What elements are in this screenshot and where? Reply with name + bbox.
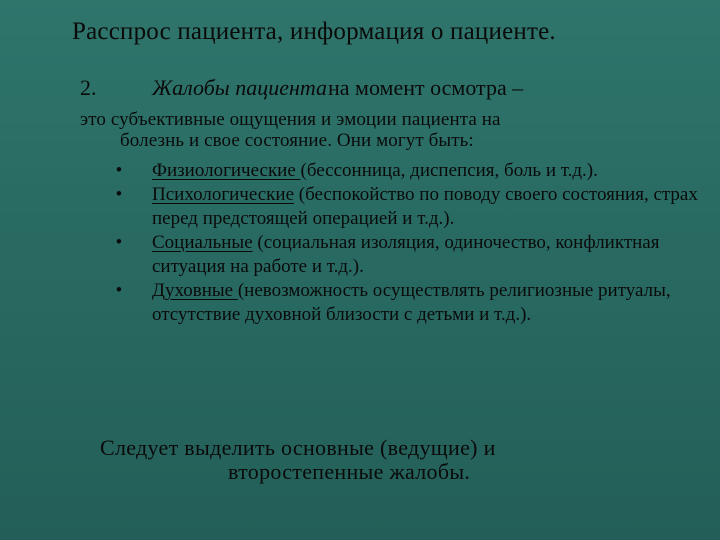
intro-line: это субъективные ощущения и эмоции пациента на (80, 109, 501, 130)
complaint-types-list (112, 159, 702, 327)
bullet-text: (беспокойство по поводу своего состояния, страх перед предстоящей операцией и т.д.). (152, 184, 698, 229)
bullet-text: (социальная изоляция, одиночество, конфликтная ситуация на работе и т.д.). (152, 232, 660, 277)
bullet-icon: • (115, 184, 123, 205)
conclusion-line: Следует выделить основные (ведущие) и (100, 435, 496, 460)
bullet-term: Физиологические (152, 160, 301, 181)
item-number: 2. (80, 75, 97, 100)
intro-paragraph (80, 109, 710, 151)
bullet-text: (невозможность осуществлять религиозные ритуалы, отсутствие духовной близости с детьми и т.д.). (152, 280, 671, 325)
bullet-text: (бессонница, диспепсия, боль и т.д.). (300, 160, 598, 181)
complaints-heading: Жалобы пациента (152, 75, 328, 100)
bullet-term: Духовные (152, 280, 238, 301)
list-item-psychological (112, 183, 702, 231)
conclusion-text (100, 436, 640, 484)
bullet-icon: • (115, 232, 123, 253)
list-item-spiritual (112, 279, 702, 327)
conclusion-line: второстепенные жалобы. (228, 459, 471, 484)
bullet-icon: • (115, 280, 123, 301)
intro-line: болезнь и свое состояние. Они могут быть: (120, 130, 474, 151)
slide-title: Расспрос пациента, информация о пациенте. (72, 18, 556, 45)
list-item-social (112, 231, 702, 279)
bullet-term: Социальные (152, 232, 253, 253)
bullet-icon: • (115, 160, 123, 181)
bullet-term: Психологические (152, 184, 295, 205)
complaints-heading-rest: на момент осмотра – (328, 75, 524, 100)
list-item-physiological (112, 159, 702, 183)
